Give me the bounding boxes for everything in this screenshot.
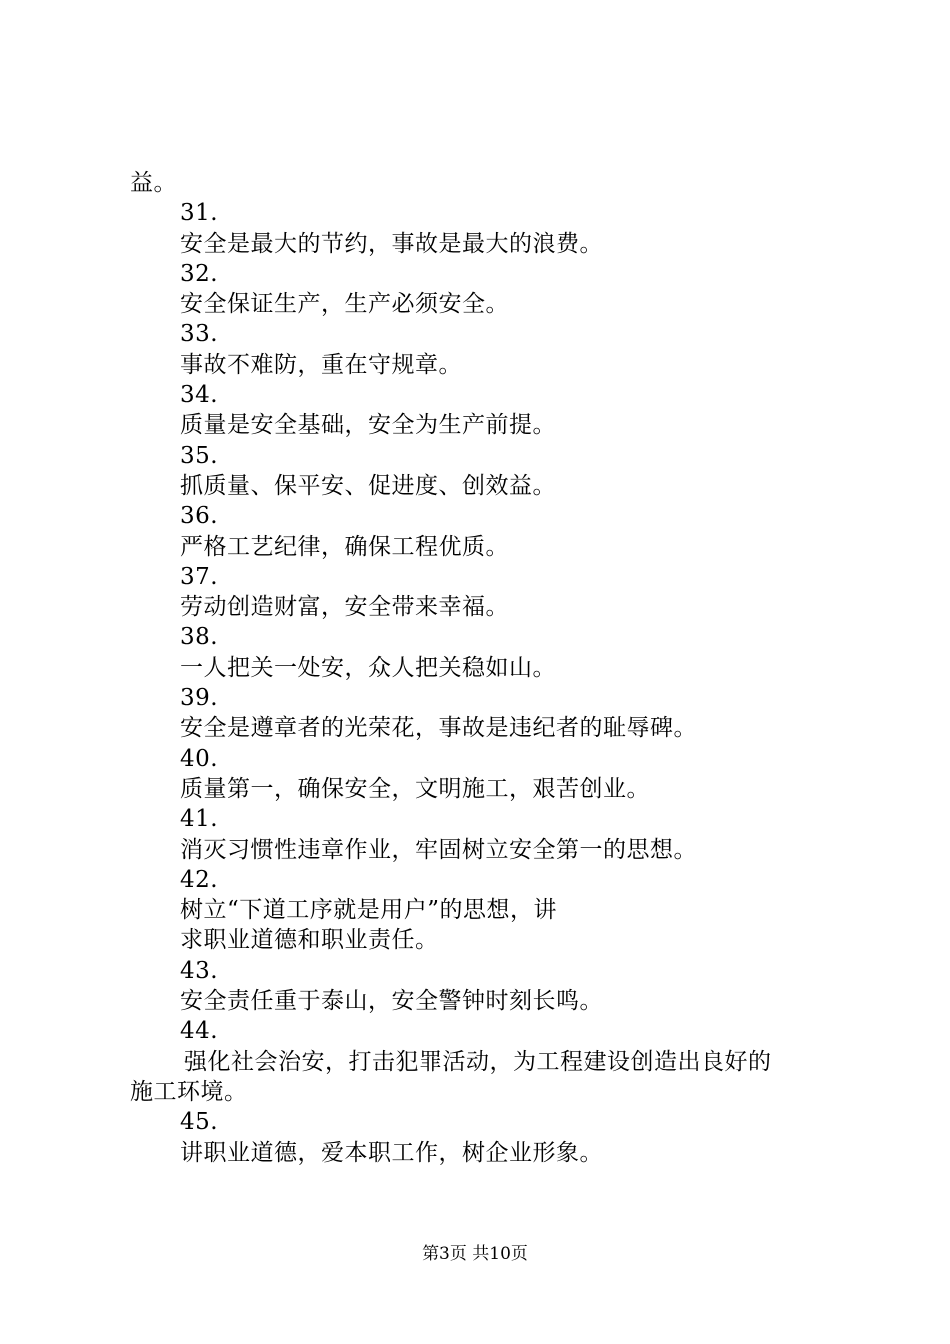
item-number: 37.: [180, 563, 219, 590]
text-line: 强化社会治安，打击犯罪活动，为工程建设创造出良好的: [184, 1048, 772, 1075]
text-line: 质量是安全基础，安全为生产前提。: [180, 412, 556, 439]
text-line: 质量第一，确保安全，文明施工，艰苦创业。: [180, 775, 650, 802]
text-line: 益。: [130, 170, 177, 196]
text-line: 事故不难防，重在守规章。: [180, 351, 462, 378]
item-number: 41.: [180, 806, 219, 833]
item-number: 34.: [180, 382, 219, 409]
item-number: 44.: [180, 1018, 219, 1045]
text-line: 安全是遵章者的光荣花，事故是违纪者的耻辱碑。: [180, 715, 697, 742]
text-line: 求职业道德和职业责任。: [180, 927, 439, 954]
page-footer: 第3页 共10页: [422, 1244, 528, 1264]
item-number: 35.: [180, 442, 219, 469]
document-body: [130, 168, 850, 1168]
item-number: 45.: [180, 1109, 219, 1136]
text-line: 严格工艺纪律，确保工程优质。: [180, 533, 509, 560]
item-number: 36.: [180, 503, 219, 530]
text-line: 安全责任重于泰山，安全警钟时刻长鸣。: [180, 988, 603, 1015]
text-line: 抓质量、保平安、促进度、创效益。: [180, 472, 556, 499]
item-number: 43.: [180, 957, 219, 984]
text-line: 一人把关一处安，众人把关稳如山。: [180, 654, 556, 681]
text-line: 消灭习惯性违章作业，牢固树立安全第一的思想。: [180, 836, 697, 863]
text-line: 安全是最大的节约，事故是最大的浪费。: [180, 230, 603, 257]
item-number: 32.: [180, 260, 219, 287]
text-line: 树立“下道工序就是用户”的思想，讲: [180, 897, 558, 924]
item-number: 42.: [180, 866, 219, 893]
text-line: 讲职业道德，爱本职工作，树企业形象。: [180, 1139, 603, 1166]
item-number: 33.: [180, 321, 219, 348]
text-line: 安全保证生产，生产必须安全。: [180, 291, 509, 318]
text-line: 施工环境。: [130, 1078, 248, 1105]
item-number: 31.: [180, 200, 219, 227]
item-number: 39.: [180, 685, 219, 712]
item-number: 40.: [180, 745, 219, 772]
text-line: 劳动创造财富，安全带来幸福。: [180, 594, 509, 621]
item-number: 38.: [180, 624, 219, 651]
